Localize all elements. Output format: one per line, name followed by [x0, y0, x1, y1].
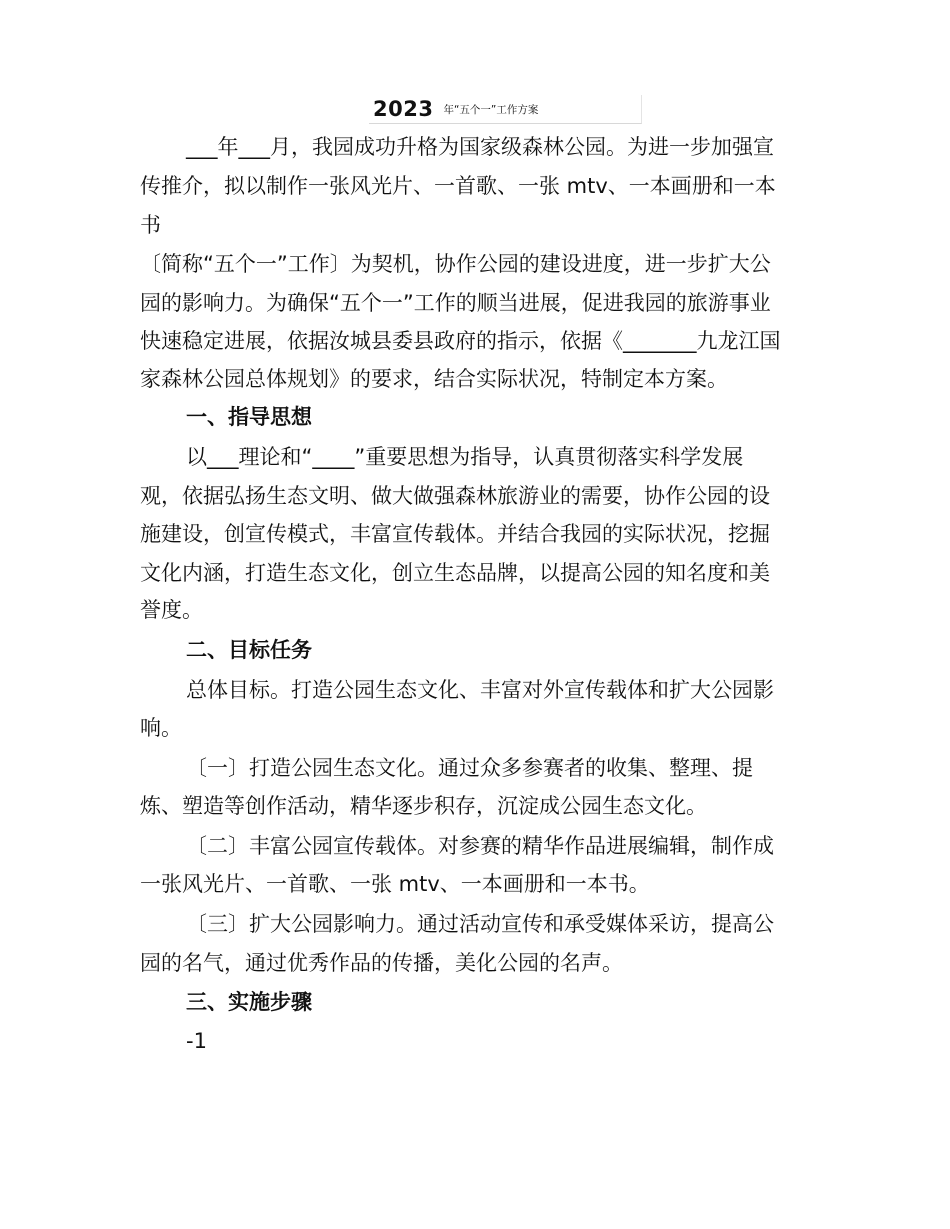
heading-implementation-steps: 三、实施步骤 [186, 990, 312, 1014]
title-text: 年“五个一”工作方案 [443, 103, 539, 116]
para1-line: 观，依据弘扬生态文明、做大做强森林旅游业的需要，协作公园的设 [140, 484, 770, 508]
item3-line: 〔三〕扩大公园影响力。通过活动宣传和承受媒体采访，提高公 [186, 912, 774, 936]
para2-line: 响。 [140, 716, 182, 740]
item3-line: 园的名气，通过优秀作品的传播，美化公园的名声。 [140, 951, 623, 975]
heading-guiding-ideology: 一、指导思想 [186, 405, 312, 429]
intro-line: 书 [140, 213, 161, 237]
item2-line: 〔二〕丰富公园宣传载体。对参赛的精华作品进展编辑，制作成 [186, 834, 774, 858]
intro-line: 家森林公园总体规划》的要求，结合实际状况，特制定本方案。 [140, 367, 728, 391]
intro-line: 〔简称“五个一”工作〕为契机，协作公园的建设进度，进一步扩大公 [140, 252, 771, 276]
para2-line: 总体目标。打造公园生态文化、丰富对外宣传载体和扩大公园影 [186, 678, 774, 702]
para1-line: 施建设，创宣传模式，丰富宣传载体。并结合我园的实际状况，挖掘 [140, 522, 770, 546]
page-number: -1 [186, 1029, 207, 1053]
item1-line: 〔一〕打造公园生态文化。通过众多参赛者的收集、整理、提 [186, 756, 753, 780]
para1-line: 文化内涵，打造生态文化，创立生态品牌，以提高公园的知名度和美 [140, 561, 770, 585]
item1-line: 炼、塑造等创作活动，精华逐步积存，沉淀成公园生态文化。 [140, 794, 707, 818]
intro-line: 园的影响力。为确保“五个一”工作的顺当进展，促进我园的旅游事业 [140, 291, 771, 315]
intro-line: 传推介，拟以制作一张风光片、一首歌、一张 mtv、一本画册和一本 [140, 174, 776, 198]
document-title [369, 95, 642, 124]
para1-line: 以___理论和“____”重要思想为指导，认真贯彻落实科学发展 [186, 445, 744, 469]
intro-line: ___年___月，我园成功升格为国家级森林公园。为进一步加强宣 [186, 135, 774, 159]
intro-line: 快速稳定进展，依据汝城县委县政府的指示，依据《_______九龙江国 [140, 329, 781, 353]
heading-goals-tasks: 二、目标任务 [186, 638, 312, 662]
para1-line: 誉度。 [140, 598, 203, 622]
item2-line: 一张风光片、一首歌、一张 mtv、一本画册和一本书。 [140, 872, 650, 896]
title-year: 2023 [373, 97, 434, 121]
